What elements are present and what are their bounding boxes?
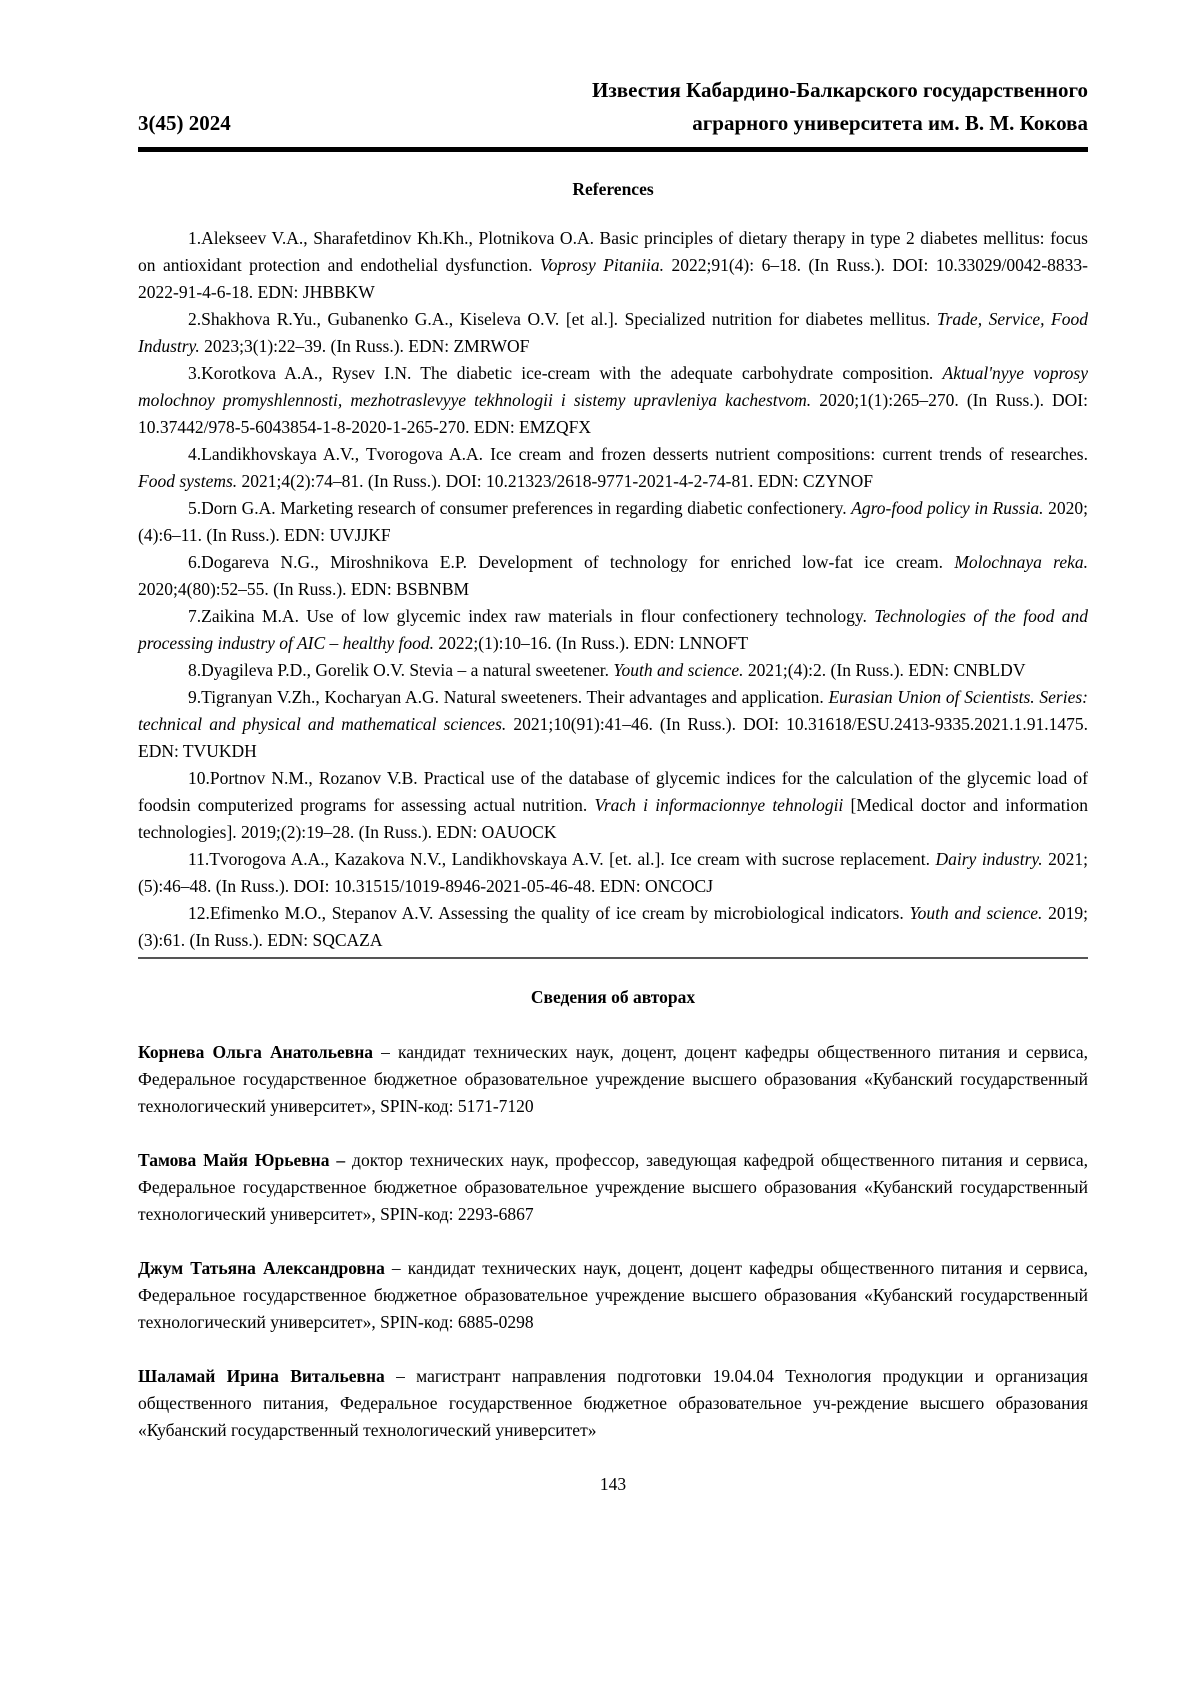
authors-section-title: Сведения об авторах (530, 987, 696, 1007)
journal-name-italic: Eurasian Union of Scientists. Series: technical and physical and mathematical sciences. (138, 687, 1088, 734)
author-name: Тамова Майя Юрьевна – (138, 1150, 346, 1170)
text-segment: 2021;(5):46–48. (In Russ.). DOI: 10.31515/1019-8946-2021-05-46-48. EDN: ONCOCJ (138, 849, 1088, 896)
authors-list (138, 1039, 1088, 1444)
reference-item (138, 495, 1088, 549)
author-bio (138, 1147, 1088, 1228)
reference-number: 8. (188, 660, 202, 680)
reference-number: 12. (188, 903, 210, 923)
text-segment: 2020;1(1):265–270. (In Russ.). DOI: 10.37442/978-5-6043854-1-8-2020-1-265-270. EDN: EMZQFX (138, 390, 1088, 437)
reference-number: 9. (188, 687, 202, 707)
author-bio (138, 1363, 1088, 1444)
journal-name-italic: Vrach i informacionnye tehnologii (594, 795, 844, 815)
issue-number: 3(45) 2024 (138, 111, 231, 135)
reference-number: 10. (188, 768, 210, 788)
references-list (138, 225, 1088, 954)
text-segment: 2021;(4):2. (In Russ.). EDN: CNBLDV (743, 660, 1026, 680)
author-name: Корнева Ольга Анатольевна (138, 1042, 374, 1062)
reference-number: 11. (188, 849, 210, 869)
reference-number: 4. (188, 444, 202, 464)
reference-item (138, 306, 1088, 360)
text-segment: 2022;(1):10–16. (In Russ.). EDN: LNNOFT (434, 633, 749, 653)
reference-number: 3. (188, 363, 202, 383)
text-segment: [Medical doctor and information technologies]. 2019;(2):19–28. (In Russ.). EDN: OAUOCK (138, 795, 1088, 842)
journal-name-italic: Voprosy Pitaniia. (540, 255, 665, 275)
journal-name-italic: Food systems. (138, 471, 238, 491)
journal-name-italic: Molochnaya reka. (954, 552, 1088, 572)
journal-title-line1: Известия Кабардино-Балкарского государственного (592, 78, 1088, 102)
text-segment: Efimenko M.O., Stepanov A.V. Assessing the quality of ice cream by microbiological indicators. (209, 903, 910, 923)
author-bio (138, 1255, 1088, 1336)
page-header (138, 74, 1088, 140)
journal-name-italic: Dairy industry. (935, 849, 1043, 869)
page-number: 143 (599, 1474, 627, 1494)
reference-number: 6. (188, 552, 202, 572)
text-segment: – кандидат технических наук, доцент, доцент кафедры общественного питания и сервиса, Федеральное государственное бюджетное образовательное учреждение высшего образования «Кубанский государственный технологический университет», SPIN-код: 5171-7120 (138, 1042, 1089, 1116)
reference-number: 5. (188, 498, 202, 518)
text-segment: 2021;4(2):74–81. (In Russ.). DOI: 10.21323/2618-9771-2021-4-2-74-81. EDN: CZYNOF (237, 471, 873, 491)
journal-name-italic: Youth and science. (909, 903, 1043, 923)
section-divider-rule (138, 957, 1088, 959)
text-segment: 2022;91(4): 6–18. (In Russ.). DOI: 10.33029/0042-8833-2022-91-4-6-18. EDN: JHBBKW (138, 255, 1088, 302)
text-segment: Tigranyan V.Zh., Kocharyan A.G. Natural sweeteners. Their advantages and application. (201, 687, 829, 707)
reference-number: 1. (188, 228, 202, 248)
text-segment: Landikhovskaya A.V., Tvorogova A.A. Ice cream and frozen desserts nutrient compositions: current trends of researches. (201, 444, 1088, 464)
reference-item (138, 225, 1088, 306)
header-rule (138, 147, 1088, 152)
reference-item (138, 441, 1088, 495)
reference-item (138, 603, 1088, 657)
reference-number: 2. (188, 309, 202, 329)
journal-name-italic: Youth and science. (613, 660, 744, 680)
text-segment: 2023;3(1):22–39. (In Russ.). EDN: ZMRWOF (199, 336, 530, 356)
text-segment: Dyagileva P.D., Gorelik O.V. Stevia – a natural sweetener. (201, 660, 614, 680)
text-segment: Zaikina M.A. Use of low glycemic index raw materials in flour confectionery technology. (201, 606, 875, 626)
text-segment: доктор технических наук, профессор, заведующая кафедрой общественного питания и сервиса, Федеральное государственное бюджетное образовательное учреждение высшего образования «Кубанский государственный технологический университет», SPIN-код: 2293-6867 (138, 1150, 1088, 1224)
reference-item (138, 657, 1088, 684)
text-segment: Alekseev V.A., Sharafetdinov Kh.Kh., Plotnikova O.A. Basic principles of dietary therapy in type 2 diabetes mellitus: focus on antioxidant protection and endothelial dysfunction. (138, 228, 1088, 275)
text-segment: 2019;(3):61. (In Russ.). EDN: SQCAZA (138, 903, 1088, 950)
journal-name-italic: Technologies of the food and processing industry of AIC – healthy food. (138, 606, 1088, 653)
references-title: References (572, 179, 654, 199)
text-segment: – магистрант направления подготовки 19.04.04 Технология продукции и организация общественного питания, Федеральное государственное бюджетное образовательное уч-реждение высшего образования «Кубанский государственный технологический университет» (138, 1366, 1088, 1440)
text-segment: 2020;(4):6–11. (In Russ.). EDN: UVJJKF (138, 498, 1088, 545)
reference-number: 7. (188, 606, 202, 626)
reference-item (138, 684, 1088, 765)
author-bio (138, 1039, 1088, 1120)
text-segment: Portnov N.M., Rozanov V.B. Practical use of the database of glycemic indices for the calculation of the glycemic load of foodsin computerized programs for assessing actual nutrition. (138, 768, 1088, 815)
reference-item (138, 900, 1088, 954)
reference-item (138, 360, 1088, 441)
text-segment: Tvorogova A.A., Kazakova N.V., Landikhovskaya A.V. [et. al.]. Ice cream with sucrose replacement. (209, 849, 936, 869)
journal-title-line2: аграрного университета им. В. М. Кокова (692, 111, 1088, 135)
journal-name-italic: Agro-food policy in Russia. (851, 498, 1044, 518)
journal-name-italic: Trade, Service, Food Industry. (138, 309, 1088, 356)
author-name: Шаламай Ирина Витальевна (138, 1366, 385, 1386)
text-segment: 2020;4(80):52–55. (In Russ.). EDN: BSBNBM (138, 579, 470, 599)
journal-name-italic: Aktual'nyye voprosy molochnoy promyshlennosti, mezhotraslevyye tekhnologii i sistemy upravleniya kachestvom. (138, 363, 1089, 410)
text-segment: – кандидат технических наук, доцент, доцент кафедры общественного питания и сервиса, Федеральное государственное бюджетное образовательное учреждение высшего образования «Кубанский государственный технологический университет», SPIN-код: 6885-0298 (138, 1258, 1088, 1332)
reference-item (138, 549, 1088, 603)
text-segment: Korotkova A.A., Rysev I.N. The diabetic ice-cream with the adequate carbohydrate composition. (201, 363, 943, 383)
text-segment: Dogareva N.G., Miroshnikova E.P. Development of technology for enriched low-fat ice cream. (201, 552, 955, 572)
text-segment: 2021;10(91):41–46. (In Russ.). DOI: 10.31618/ESU.2413-9335.2021.1.91.1475. EDN: TVUKDH (138, 714, 1088, 761)
text-segment: Shakhova R.Yu., Gubanenko G.A., Kiseleva O.V. [et al.]. Specialized nutrition for diabetes mellitus. (201, 309, 937, 329)
author-name: Джум Татьяна Александровна (138, 1258, 385, 1278)
reference-item (138, 765, 1088, 846)
journal-title (592, 74, 1088, 140)
reference-item (138, 846, 1088, 900)
text-segment: Dorn G.A. Marketing research of consumer preferences in regarding diabetic confectionery. (201, 498, 852, 518)
